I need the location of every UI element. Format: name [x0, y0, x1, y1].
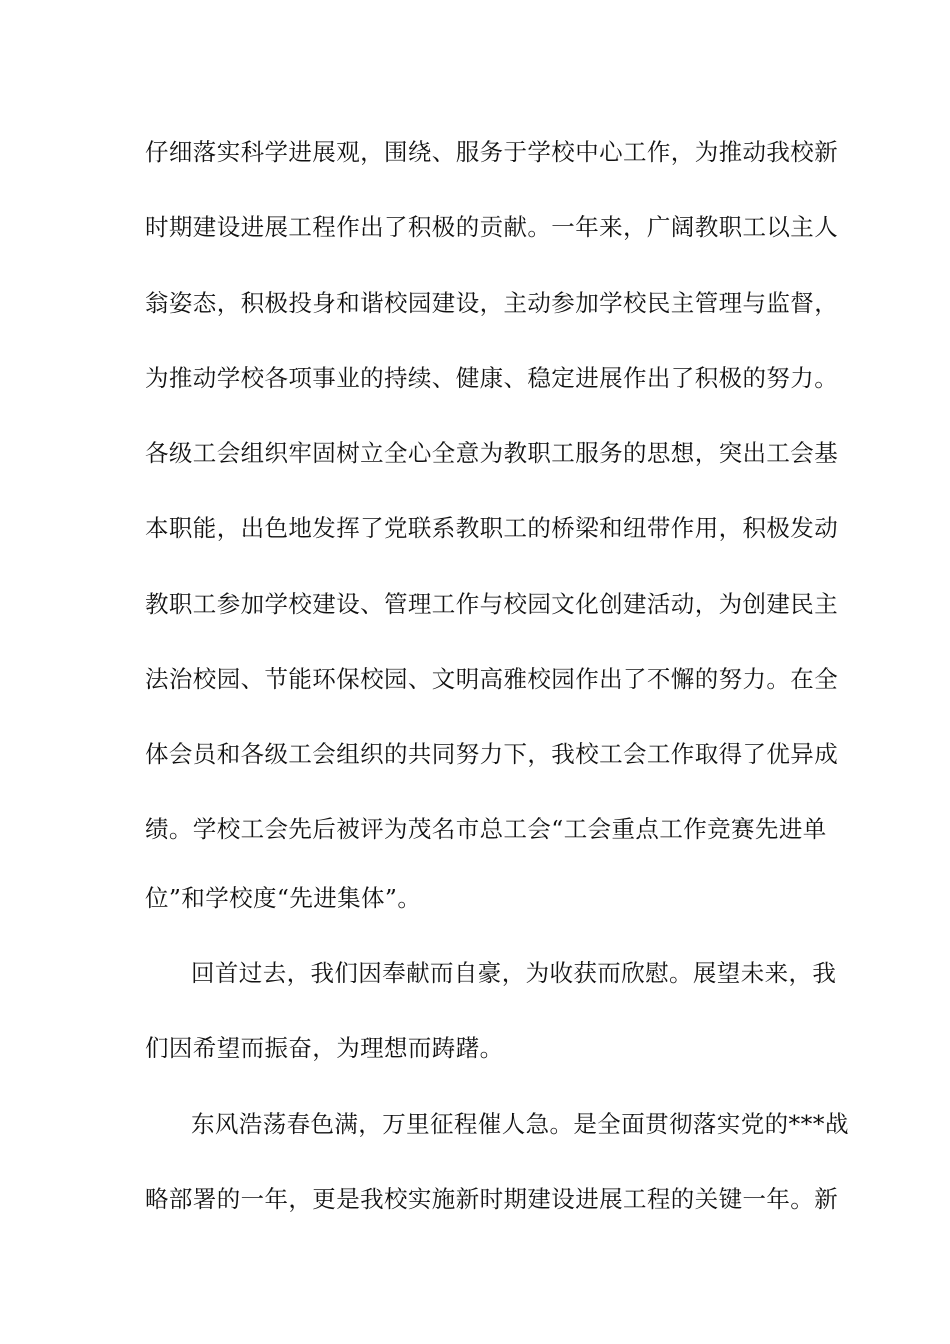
text-line-6: 本职能，出色地发挥了党联系教职工的桥梁和纽带作用，积极发动 [145, 514, 839, 542]
text-line-4: 为推动学校各项事业的持续、健康、稳定进展作出了积极的努力。 [145, 364, 839, 392]
text-line-8: 法治校园、节能环保校园、文明高雅校园作出了不懈的努力。在全 [145, 665, 839, 693]
text-line-13: 们因希望而振奋，为理想而踌躇。 [145, 1034, 504, 1062]
text-line-14: 东风浩荡春色满，万里征程催人急。是全面贯彻落实党的***战 [191, 1110, 849, 1138]
text-line-9: 体会员和各级工会组织的共同努力下，我校工会工作取得了优异成 [145, 740, 839, 768]
text-line-11: 位”和学校度“先进集体”。 [145, 884, 422, 912]
text-line-1: 仔细落实科学进展观，围绕、服务于学校中心工作，为推动我校新 [145, 138, 839, 166]
text-line-7: 教职工参加学校建设、管理工作与校园文化创建活动，为创建民主 [145, 590, 839, 618]
text-line-15: 略部署的一年，更是我校实施新时期建设进展工程的关键一年。新 [145, 1185, 839, 1213]
text-line-3: 翁姿态，积极投身和谐校园建设，主动参加学校民主管理与监督， [145, 289, 839, 317]
text-line-12: 回首过去，我们因奉献而自豪，为收获而欣慰。展望未来，我 [191, 959, 837, 987]
text-line-2: 时期建设进展工程作出了积极的贡献。一年来，广阔教职工以主人 [145, 213, 839, 241]
text-line-5: 各级工会组织牢固树立全心全意为教职工服务的思想，突出工会基 [145, 439, 839, 467]
text-line-10: 绩。学校工会先后被评为茂名市总工会“工会重点工作竞赛先进单 [145, 815, 827, 843]
